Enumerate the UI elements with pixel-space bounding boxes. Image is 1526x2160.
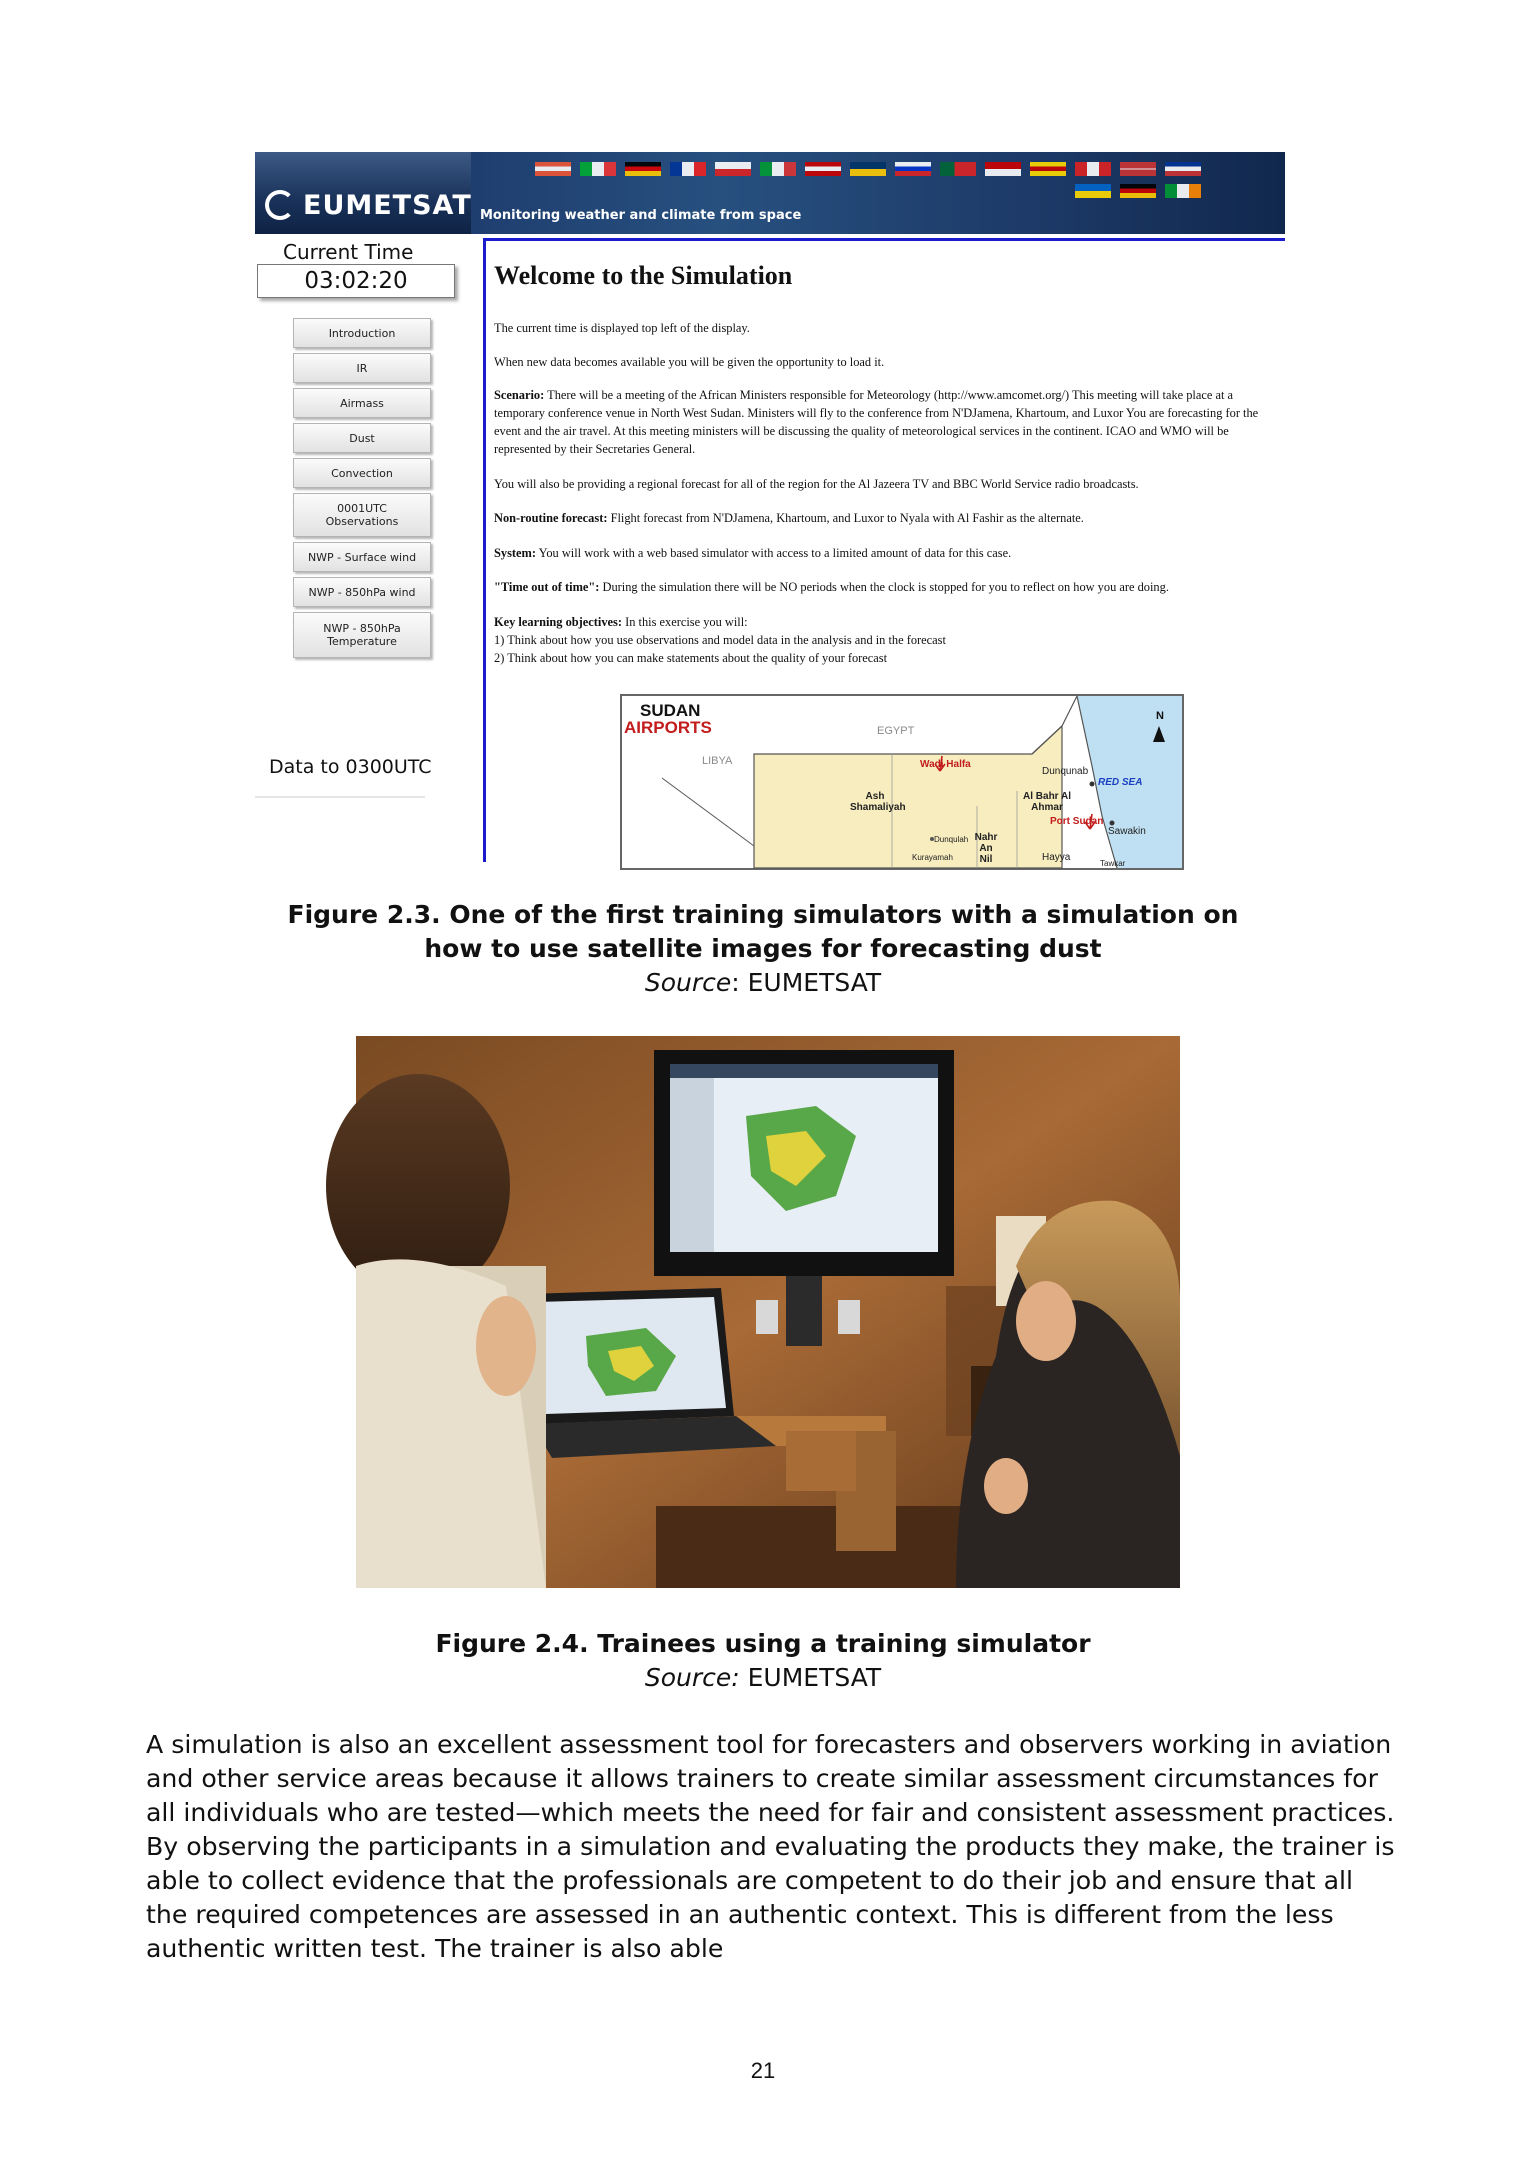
figure-2-4-source: [0, 1661, 1526, 1695]
welcome-heading: Welcome to the Simulation: [494, 261, 793, 290]
nonroutine-text: Flight forecast from N'DJamena, Khartoum, and Luxor to Nyala with Al Fashir as the alternate.: [610, 511, 1084, 525]
flag-icon: [1030, 162, 1066, 176]
flag-icon: [760, 162, 796, 176]
map-label-dunqunab: Dunqunab: [1042, 766, 1089, 777]
map-label-nahr-an-nil: Nahr An Nil: [974, 832, 998, 865]
system-label: System:: [494, 546, 536, 560]
flag-icon: [1165, 184, 1201, 198]
flag-icon: [715, 162, 751, 176]
nav-button-nwp-850hpa-wind[interactable]: NWP - 850hPa wind: [293, 577, 431, 607]
flag-icon: [805, 162, 841, 176]
map-label-dunqulah: Dunqulah: [934, 835, 969, 844]
nav-button-dust[interactable]: Dust: [293, 423, 431, 453]
flag-icon: [1075, 184, 1111, 198]
flag-icon: [580, 162, 616, 176]
north-arrow-label: N: [1156, 710, 1164, 722]
simulation-content-panel: [483, 238, 1285, 868]
flags-strip: [535, 162, 1255, 202]
flag-icon: [1165, 162, 1201, 176]
data-availability-label: Data to 0300UTC: [269, 756, 432, 778]
current-time-display: 03:02:20: [257, 264, 455, 298]
nonroutine-label: Non-routine forecast:: [494, 511, 608, 525]
objectives-label: Key learning objectives:: [494, 615, 623, 629]
objectives-intro: In this exercise you will:: [625, 615, 748, 629]
body-paragraph: A simulation is also an excellent assessment tool for forecasters and observers working in aviation and other service areas because it allows trainers to create similar assessment circumstances for all individuals who are tested—which meets the need for fair and consistent assessment practices. By observing the participants in a simulation and evaluating the products they make, the trainer is able to collect evidence that the professionals are competent to do their job and ensure that all the required competences are assessed in an authentic context. This is different from the less authentic written test. The trainer is also able: [146, 1730, 1395, 1963]
trainees-photo: [356, 1036, 1180, 1588]
simulator-sidebar: [255, 236, 483, 862]
sudan-airports-map: [620, 694, 1184, 870]
flag-icon: [895, 162, 931, 176]
objective-item: 2) Think about how you can make statements about the quality of your forecast: [494, 651, 888, 665]
eumetsat-logo-icon: [265, 190, 295, 220]
timeout-paragraph: [494, 578, 1274, 596]
current-time-label: Current Time: [283, 240, 414, 264]
map-label-ash-shamaliyah: Ash Shamaliyah: [850, 791, 906, 813]
figure-2-3-caption-line1: Figure 2.3. One of the first training simulators with a simulation on: [287, 900, 1239, 929]
source-label: Source: [644, 968, 732, 997]
flag-icon: [1075, 162, 1111, 176]
scenario-text: There will be a meeting of the African Ministers responsible for Meteorology (http://www.amcomet.org/) This meeting will take place at a temporary conference venue in North West Sudan. Ministers will fly to the conference from N'DJamena, Khartoum, and Luxor You are forecasting for the event and the air travel. At this meeting ministers will be discussing the quality of meteorological services in the continent. ICAO and WMO will be represented by their Secretaries General.: [494, 388, 1259, 456]
eumetsat-banner: [255, 152, 1285, 234]
source-value: : EUMETSAT: [731, 968, 882, 997]
map-label-al-bahr-al-ahmar: Al Bahr Al Ahmar: [1023, 791, 1071, 813]
system-paragraph: [494, 544, 1274, 562]
simulator-screenshot: [255, 152, 1285, 868]
figure-2-4-caption: Figure 2.4. Trainees using a training simulator: [435, 1629, 1091, 1658]
flag-icon: [850, 162, 886, 176]
content-paragraph: You will also be providing a regional forecast for all of the region for the Al Jazeera TV and BBC World Service radio broadcasts.: [494, 477, 1139, 491]
nav-button-introduction[interactable]: Introduction: [293, 318, 431, 348]
map-label-port-sudan: Port Sudan: [1050, 816, 1104, 827]
objective-item: 1) Think about how you use observations and model data in the analysis and in the forecast: [494, 633, 946, 647]
system-text: You will work with a web based simulator with access to a limited amount of data for this case.: [538, 546, 1012, 560]
flag-icon: [535, 162, 571, 176]
map-label-hayya: Hayya: [1042, 852, 1071, 863]
nav-button-airmass[interactable]: Airmass: [293, 388, 431, 418]
nav-button-nwp-surface-wind[interactable]: NWP - Surface wind: [293, 542, 431, 572]
scenario-label: Scenario:: [494, 388, 545, 402]
source-value: EUMETSAT: [739, 1663, 882, 1692]
divider: [255, 796, 425, 798]
map-label-egypt: EGYPT: [877, 725, 915, 737]
source-label: Source:: [644, 1663, 740, 1692]
map-label-red-sea: RED SEA: [1098, 777, 1143, 788]
content-paragraph: The current time is displayed top left of the display.: [494, 321, 750, 335]
map-subtitle: AIRPORTS: [624, 718, 712, 737]
eumetsat-logo: EUMETSAT: [303, 190, 472, 221]
map-label-wadi-halfa: Wadi Halfa: [920, 759, 971, 770]
flag-icon: [625, 162, 661, 176]
flag-icon: [670, 162, 706, 176]
figure-2-3-source: [0, 966, 1526, 1000]
nav-button-observations[interactable]: 0001UTC Observations: [293, 493, 431, 537]
figure-2-3-caption-line2: how to use satellite images for forecasting dust: [424, 934, 1102, 963]
flag-icon: [1120, 162, 1156, 176]
nav-button-ir[interactable]: IR: [293, 353, 431, 383]
timeout-label: "Time out of time":: [494, 580, 600, 594]
flag-icon: [1120, 184, 1156, 198]
map-label-tawkar: Tawkar: [1100, 859, 1126, 868]
timeout-text: During the simulation there will be NO periods when the clock is stopped for you to reflect on how you are doing.: [602, 580, 1169, 594]
scenario-paragraph: [494, 386, 1274, 458]
objectives-paragraph: [494, 613, 1274, 631]
banner-tagline: Monitoring weather and climate from space: [480, 208, 802, 223]
map-title: SUDAN: [640, 701, 701, 720]
map-label-kurayamah: Kurayamah: [912, 853, 953, 862]
flag-icon: [985, 162, 1021, 176]
page-number: 21: [750, 2058, 776, 2083]
photo-illustration: [356, 1036, 1180, 1588]
nav-button-convection[interactable]: Convection: [293, 458, 431, 488]
nav-button-nwp-850hpa-temperature[interactable]: NWP - 850hPa Temperature: [293, 612, 431, 658]
nonroutine-paragraph: [494, 509, 1274, 527]
content-paragraph: When new data becomes available you will be given the opportunity to load it.: [494, 355, 885, 369]
map-label-libya: LIBYA: [702, 755, 733, 767]
map-label-sawakin: Sawakin: [1108, 826, 1146, 837]
flag-icon: [940, 162, 976, 176]
